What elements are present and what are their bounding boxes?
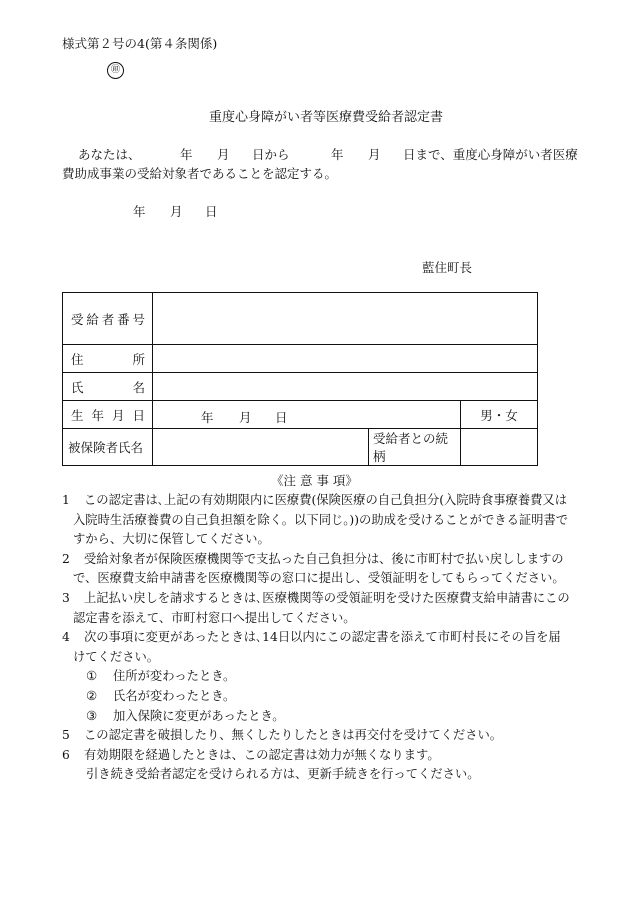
value-insured-name[interactable]	[153, 429, 369, 466]
sub-number: ①	[86, 669, 98, 684]
label-char: 月	[111, 407, 125, 423]
label-char: 名	[132, 379, 145, 395]
intro-himade: 日まで、重度心身障がい者医療	[403, 147, 578, 162]
label-birthdate	[63, 401, 153, 429]
seal-mark: ㊞	[107, 62, 124, 79]
note-text: この認定書を破損したり、無くしたりしたときは再交付を受けてください。	[84, 728, 503, 743]
label-recipient-number	[63, 293, 153, 345]
label-name	[63, 373, 153, 401]
value-birthdate[interactable]	[153, 401, 461, 429]
sub-item	[62, 667, 572, 687]
notes-list	[62, 491, 572, 785]
label-char: 者	[101, 311, 115, 327]
note-item	[62, 746, 572, 766]
note-number: 3	[62, 590, 70, 605]
value-name[interactable]	[153, 373, 538, 401]
sub-number: ③	[86, 708, 98, 723]
table-row	[63, 401, 538, 429]
label-char: 住	[71, 351, 84, 367]
label-text	[71, 378, 145, 396]
intro-nen-1: 年	[180, 147, 193, 162]
note-item	[62, 491, 572, 550]
label-char: 番	[117, 311, 130, 327]
sub-number: ②	[86, 688, 98, 703]
note-number: 5	[62, 728, 70, 743]
issue-date-nen: 年	[133, 204, 146, 219]
notes-heading: 《注 意 事 項》	[271, 473, 358, 488]
note-text: 上記払い戻しを請求するときは､医療機関等の受領証明を受けた医療費支給申請書にこの認定書を添えて、市町村窓口へ提出してください。	[73, 590, 570, 625]
recipient-table	[62, 292, 538, 466]
label-char: 受	[71, 311, 84, 327]
value-address[interactable]	[153, 345, 538, 373]
note-text: 受給対象者が保険医療機関等で支払った自己負担分は、後に市町村で払い戻ししますので、医療費支給申請書を医療機関等の窓口に提出し、受領証明をしてもらってください。	[73, 551, 565, 586]
table-row	[63, 345, 538, 373]
table-row	[63, 293, 538, 345]
label-insured-name: 被保険者氏名	[63, 429, 153, 466]
sub-text: 住所が変わったとき。	[113, 669, 236, 684]
label-char: 年	[91, 407, 104, 423]
label-char: 生	[71, 407, 84, 423]
value-relationship[interactable]	[461, 429, 538, 466]
intro-gatsu-2: 月	[368, 147, 381, 162]
sub-text: 加入保険に変更があったとき。	[113, 708, 285, 723]
label-relationship: 受給者との続柄	[369, 429, 461, 466]
note-text: 有効期限を経過したときは、この認定書は効力が無くなります。	[84, 747, 440, 762]
note-item	[62, 726, 572, 746]
label-char: 所	[132, 351, 145, 367]
form-number: 様式第２号の4(第４条関係)	[62, 36, 218, 51]
note-number: 2	[62, 551, 70, 566]
issuer: 藍住町長	[422, 260, 473, 275]
label-text	[71, 350, 145, 368]
table-row	[63, 429, 538, 466]
note-item	[62, 628, 572, 667]
note-number: 4	[62, 630, 70, 645]
intro-lead: あなたは、	[78, 147, 141, 162]
label-char: 氏	[71, 379, 84, 395]
sub-text: 氏名が変わったとき。	[113, 688, 236, 703]
note-number: 6	[62, 747, 70, 762]
intro-nen-2: 年	[331, 147, 344, 162]
note-item	[62, 550, 572, 589]
renewal-notice: 引き続き受給者認定を受けられる方は、更新手続きを行ってください。	[86, 767, 480, 782]
birth-gatsu: 月	[239, 410, 252, 425]
gender-select[interactable]: 男・女	[461, 401, 538, 429]
sub-item	[62, 687, 572, 707]
note-text: 次の事項に変更があったときは､14日以内にこの認定書を添えて市町村長にその旨を届けてください。	[73, 630, 561, 664]
sub-item	[62, 707, 572, 727]
label-text	[71, 310, 145, 328]
issue-date-gatsu: 月	[170, 204, 183, 219]
intro-gatsu-1: 月	[217, 147, 230, 162]
note-number: 1	[62, 493, 70, 507]
label-text	[71, 406, 145, 424]
note-item	[62, 589, 572, 628]
table-row	[63, 373, 538, 401]
birth-nen: 年	[201, 410, 214, 425]
label-char: 号	[132, 311, 145, 327]
value-recipient-number[interactable]	[153, 293, 538, 345]
document-title: 重度心身障がい者等医療費受給者認定書	[209, 110, 444, 125]
label-char: 給	[86, 311, 99, 327]
note-text: この認定書は､上記の有効期限内に医療費(保険医療の自己負担分(入院時食事療養費又は入院時生活療養費の自己負担額を除く。以下同じ。))の助成を受けることができる証明書ですから、大切に保管してください。	[73, 493, 569, 547]
intro-line-2: 費助成事業の受給対象者であることを認定する。	[62, 166, 338, 181]
birth-hi: 日	[275, 410, 288, 425]
intro-hikara: 日から	[252, 147, 290, 162]
issue-date-hi: 日	[205, 204, 218, 219]
label-char: 日	[132, 407, 145, 423]
label-address	[63, 345, 153, 373]
